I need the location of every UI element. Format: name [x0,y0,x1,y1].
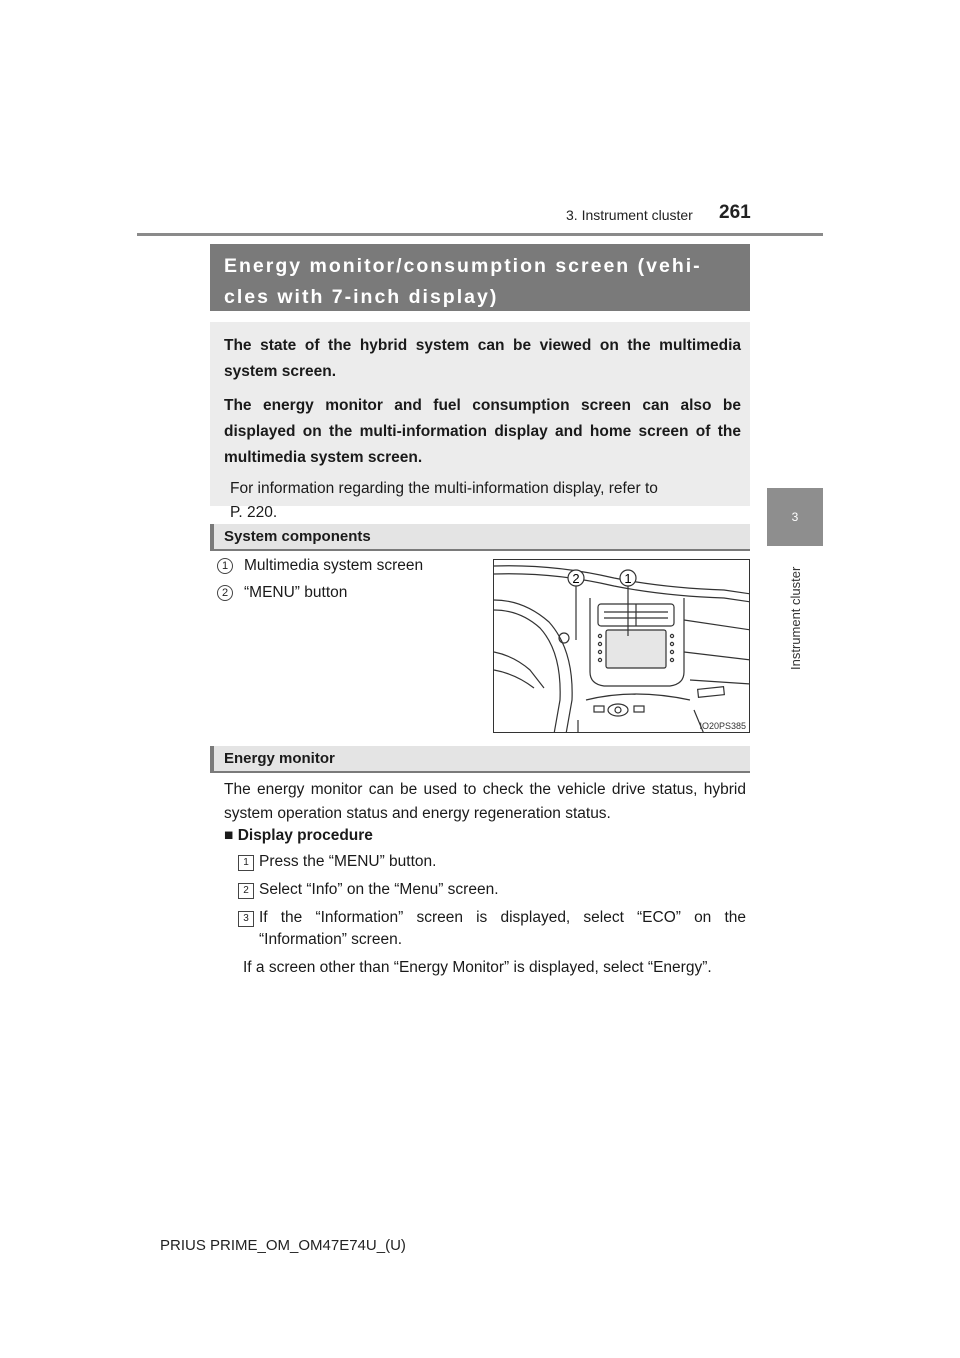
figure-code: IO20PS385 [699,721,746,731]
intro-note [224,477,741,525]
intro-paragraph-2: The energy monitor and fuel consumption screen can also be displayed on the multi-information display and home screen of the multimedia system screen. [224,397,741,466]
step-3-text-line1: If the “Information” screen is displayed, select “ECO” on the [259,909,746,926]
callout-1: 1 [624,571,632,586]
step-number-2: 2 [238,883,254,899]
chapter-tab: 3 [767,488,823,546]
square-bullet-icon: ■ [224,827,234,844]
intro-note-line2: P. 220. [230,504,278,521]
chapter-label [773,560,803,680]
step-1-text: Press the “MENU” button. [259,853,437,870]
display-procedure-heading [224,826,373,846]
dashboard-drawing [494,560,750,733]
energy-monitor-description: The energy monitor can be used to check the vehicle drive status, hybrid system operation status and energy regeneration status. [224,781,746,822]
section-heading-energy-monitor: Energy monitor [210,746,750,773]
dashboard-illustration [493,559,750,733]
energy-note: If a screen other than “Energy Monitor” is displayed, select “Energy”. [243,959,712,976]
step-3-text-line2: “Information” screen. [259,931,402,948]
header-rule [137,233,823,236]
page-title-line2: cles with 7-inch display) [224,286,499,308]
page-title [210,244,750,311]
item-number-2: 2 [217,585,233,601]
chapter-label-text: Instrument cluster [788,566,803,670]
section-header: 3. Instrument cluster [566,207,693,223]
page-title-line1: Energy monitor/consumption screen (vehi- [224,255,702,277]
section-heading-system-components: System components [210,524,750,551]
intro-note-line1: For information regarding the multi-information display, refer to [230,480,658,497]
callout-2: 2 [572,571,580,586]
step-number-1: 1 [238,855,254,871]
step-2-text: Select “Info” on the “Menu” screen. [259,881,499,898]
display-procedure-label: Display procedure [237,827,373,844]
item-number-1: 1 [217,558,233,574]
step-number-3: 3 [238,911,254,927]
component-item-2: “MENU” button [244,584,348,601]
intro-box [210,322,750,521]
page-number: 261 [719,202,751,223]
intro-paragraph-1: The state of the hybrid system can be viewed on the multimedia system screen. [224,337,741,380]
footer-code: PRIUS PRIME_OM_OM47E74U_(U) [160,1237,406,1254]
component-item-1: Multimedia system screen [244,557,424,574]
